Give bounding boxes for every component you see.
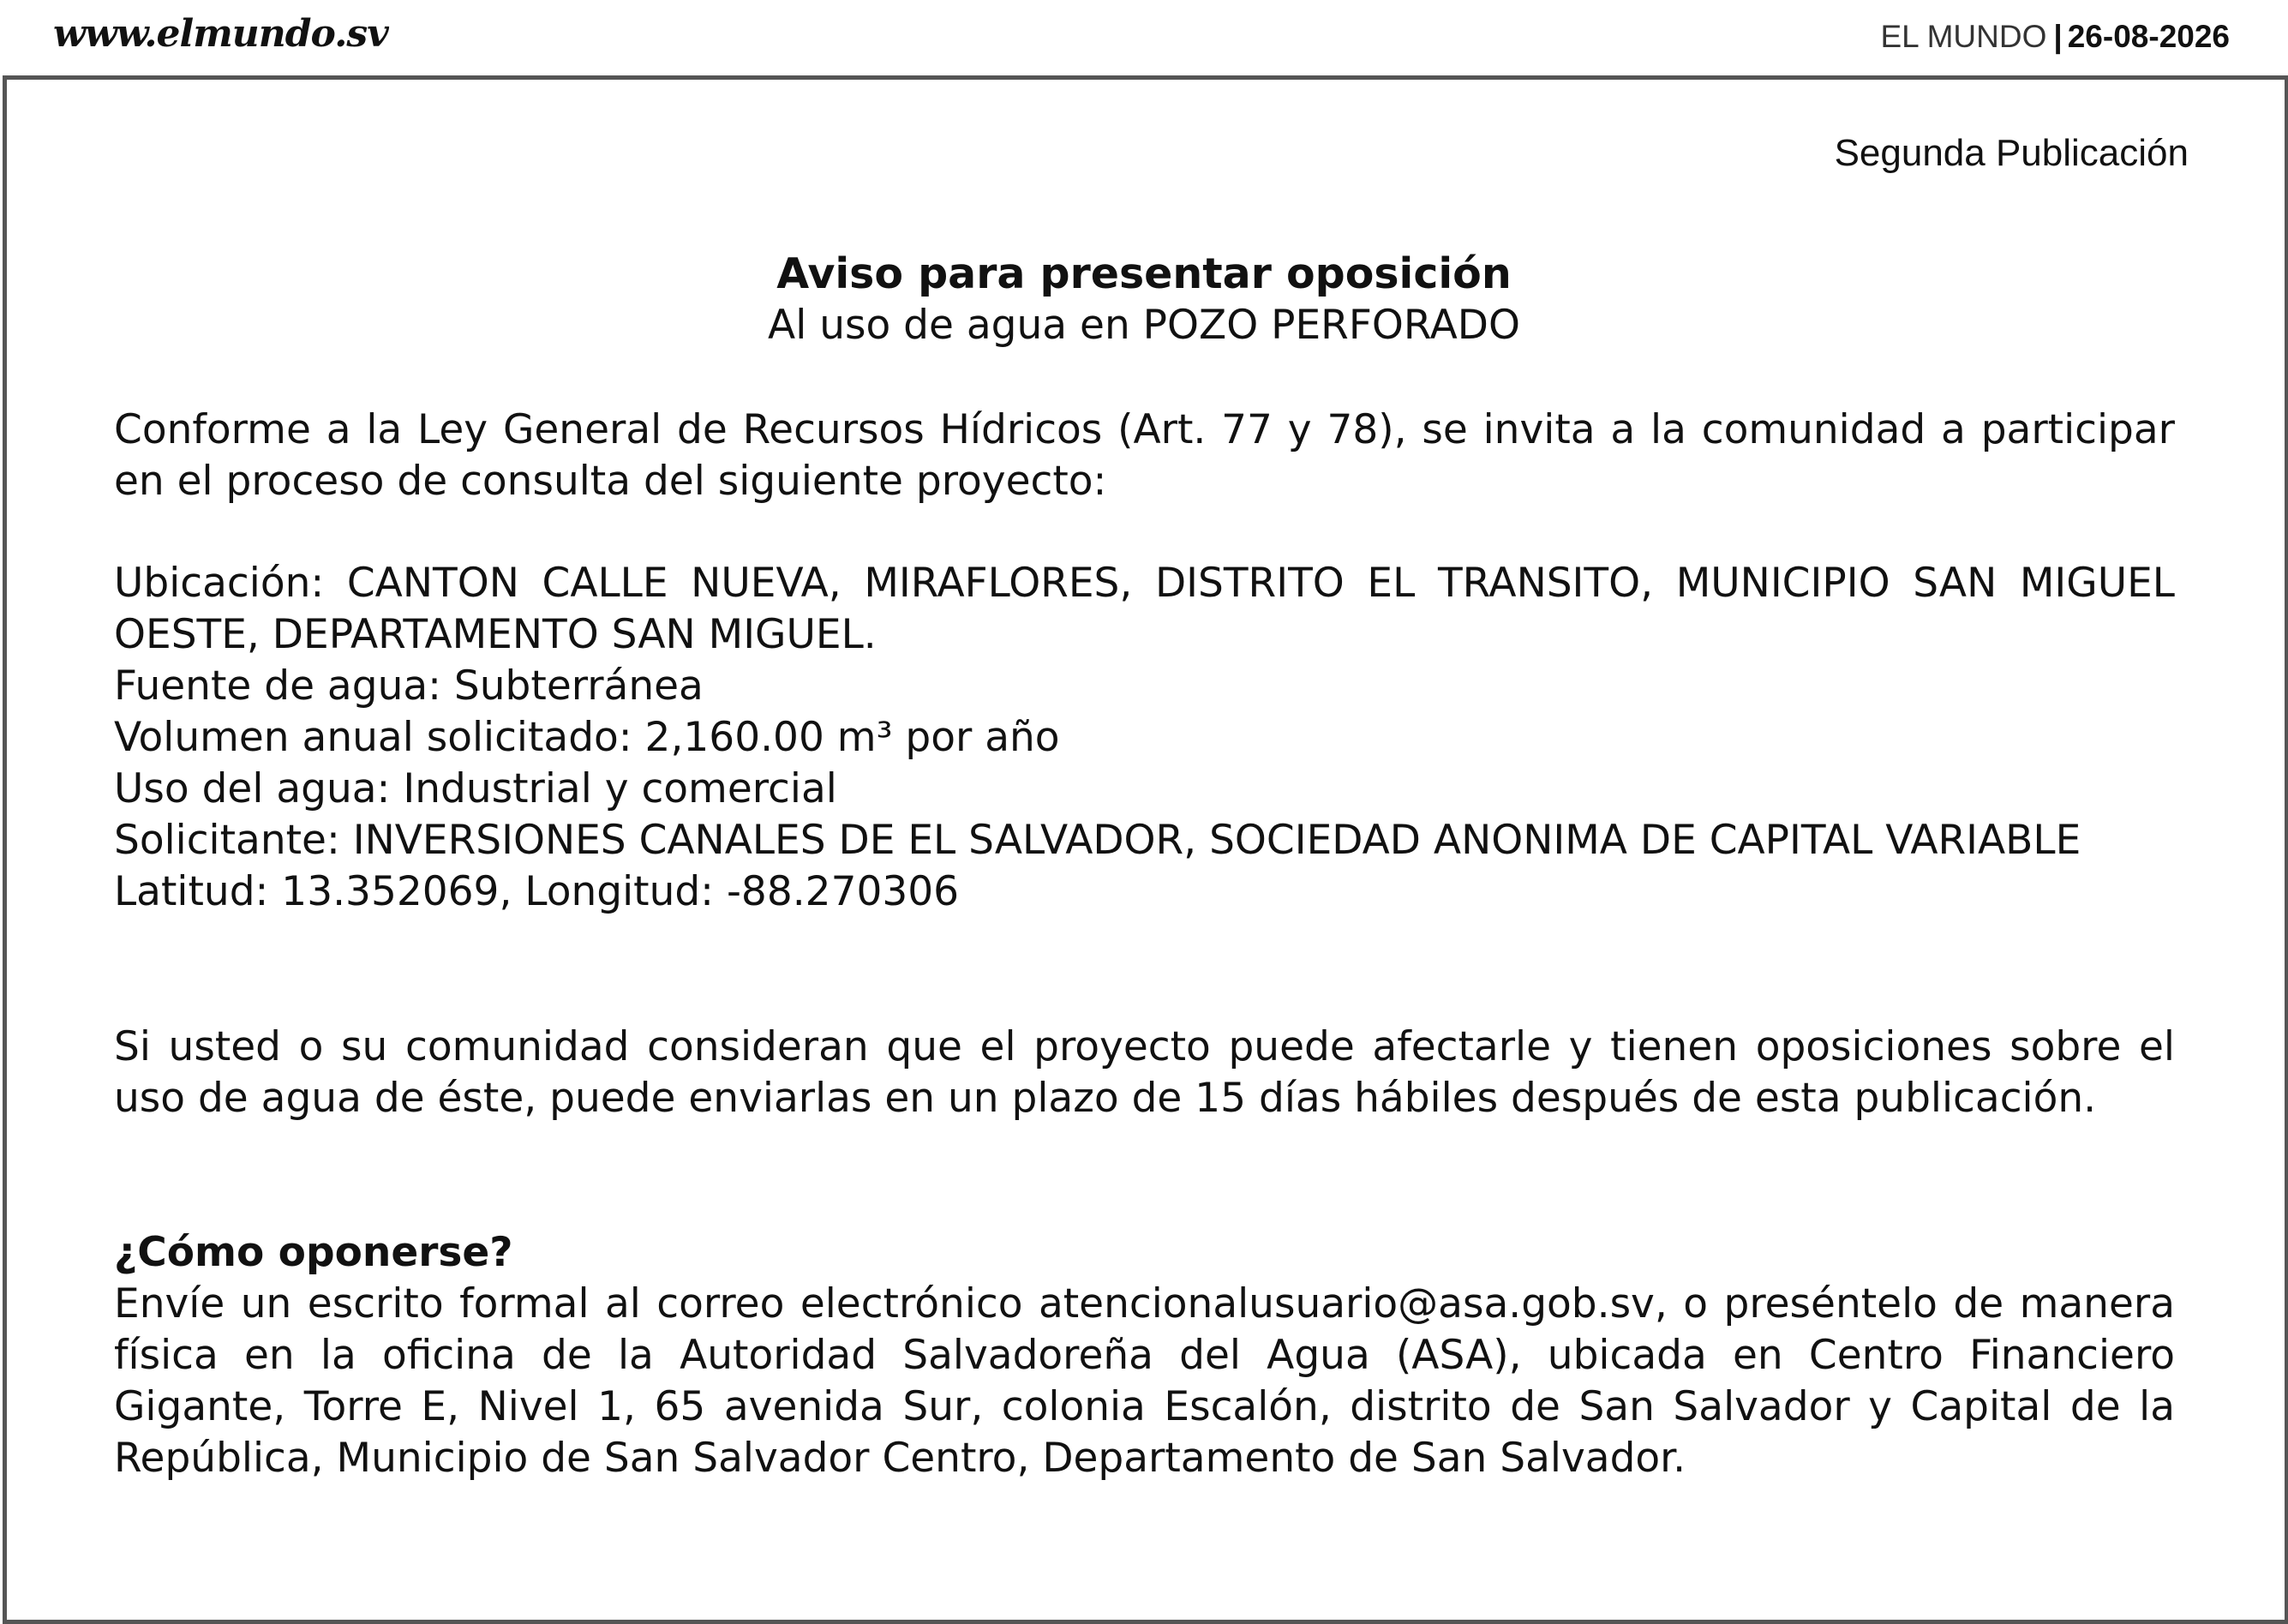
deadline-text: Si usted o su comunidad consideran que el proyecto puede afectarle y tienen oposiciones sobre el uso de agua de éste, puede enviarlas en un plazo de 15 días hábiles después de esta publicación.: [114, 1023, 2175, 1122]
paper-name: EL MUNDO: [1880, 19, 2047, 54]
detail-volumen: Volumen anual solicitado: 2,160.00 m³ por año: [114, 714, 1060, 761]
masthead: [1880, 19, 2230, 55]
site-url: www.elmundo.sv: [53, 12, 388, 56]
notice-subtitle: Al uso de agua en POZO PERFORADO: [768, 302, 1520, 349]
detail-ubicacion: Ubicación: CANTON CALLE NUEVA, MIRAFLORES, DISTRITO EL TRANSITO, MUNICIPIO SAN MIGUEL OESTE, DEPARTAMENTO SAN MIGUEL.: [114, 560, 2175, 658]
how-to-oppose-heading: ¿Cómo oponerse?: [114, 1229, 513, 1276]
how-to-oppose-text: Envíe un escrito formal al correo electrónico atencionalusuario@asa.gob.sv, o preséntelo de manera física en la oficina de la Autoridad Salvadoreña del Agua (ASA), ubicada en Centro Financiero Gigante, Torre E, Nivel 1, 65 avenida Sur, colonia Escalón, distrito de San Salvador y Capital de la República, Municipio de San Salvador Centro, Departamento de San Salvador.: [114, 1280, 2175, 1482]
detail-uso: Uso del agua: Industrial y comercial: [114, 765, 837, 812]
masthead-separator: |: [2053, 19, 2063, 54]
detail-solicitante: Solicitante: INVERSIONES CANALES DE EL SALVADOR, SOCIEDAD ANONIMA DE CAPITAL VARIABLE: [114, 817, 2081, 864]
page-header: [0, 0, 2288, 75]
intro-text: Conforme a la Ley General de Recursos Hídricos (Art. 77 y 78), se invita a la comunidad a participar en el proceso de consulta del siguiente proyecto:: [114, 406, 2175, 505]
project-details: [114, 558, 2175, 918]
publication-date: 26-08-2026: [2067, 19, 2230, 54]
how-to-oppose-section: [114, 1227, 2175, 1484]
detail-coordenadas: Latitud: 13.352069, Longitud: -88.270306: [114, 868, 960, 915]
notice-title: Aviso para presentar oposición: [776, 249, 1512, 298]
intro-paragraph: [114, 405, 2175, 507]
detail-fuente: Fuente de agua: Subterránea: [114, 662, 704, 710]
deadline-paragraph: [114, 1022, 2175, 1124]
publication-label: Segunda Publicación: [1834, 132, 2189, 174]
